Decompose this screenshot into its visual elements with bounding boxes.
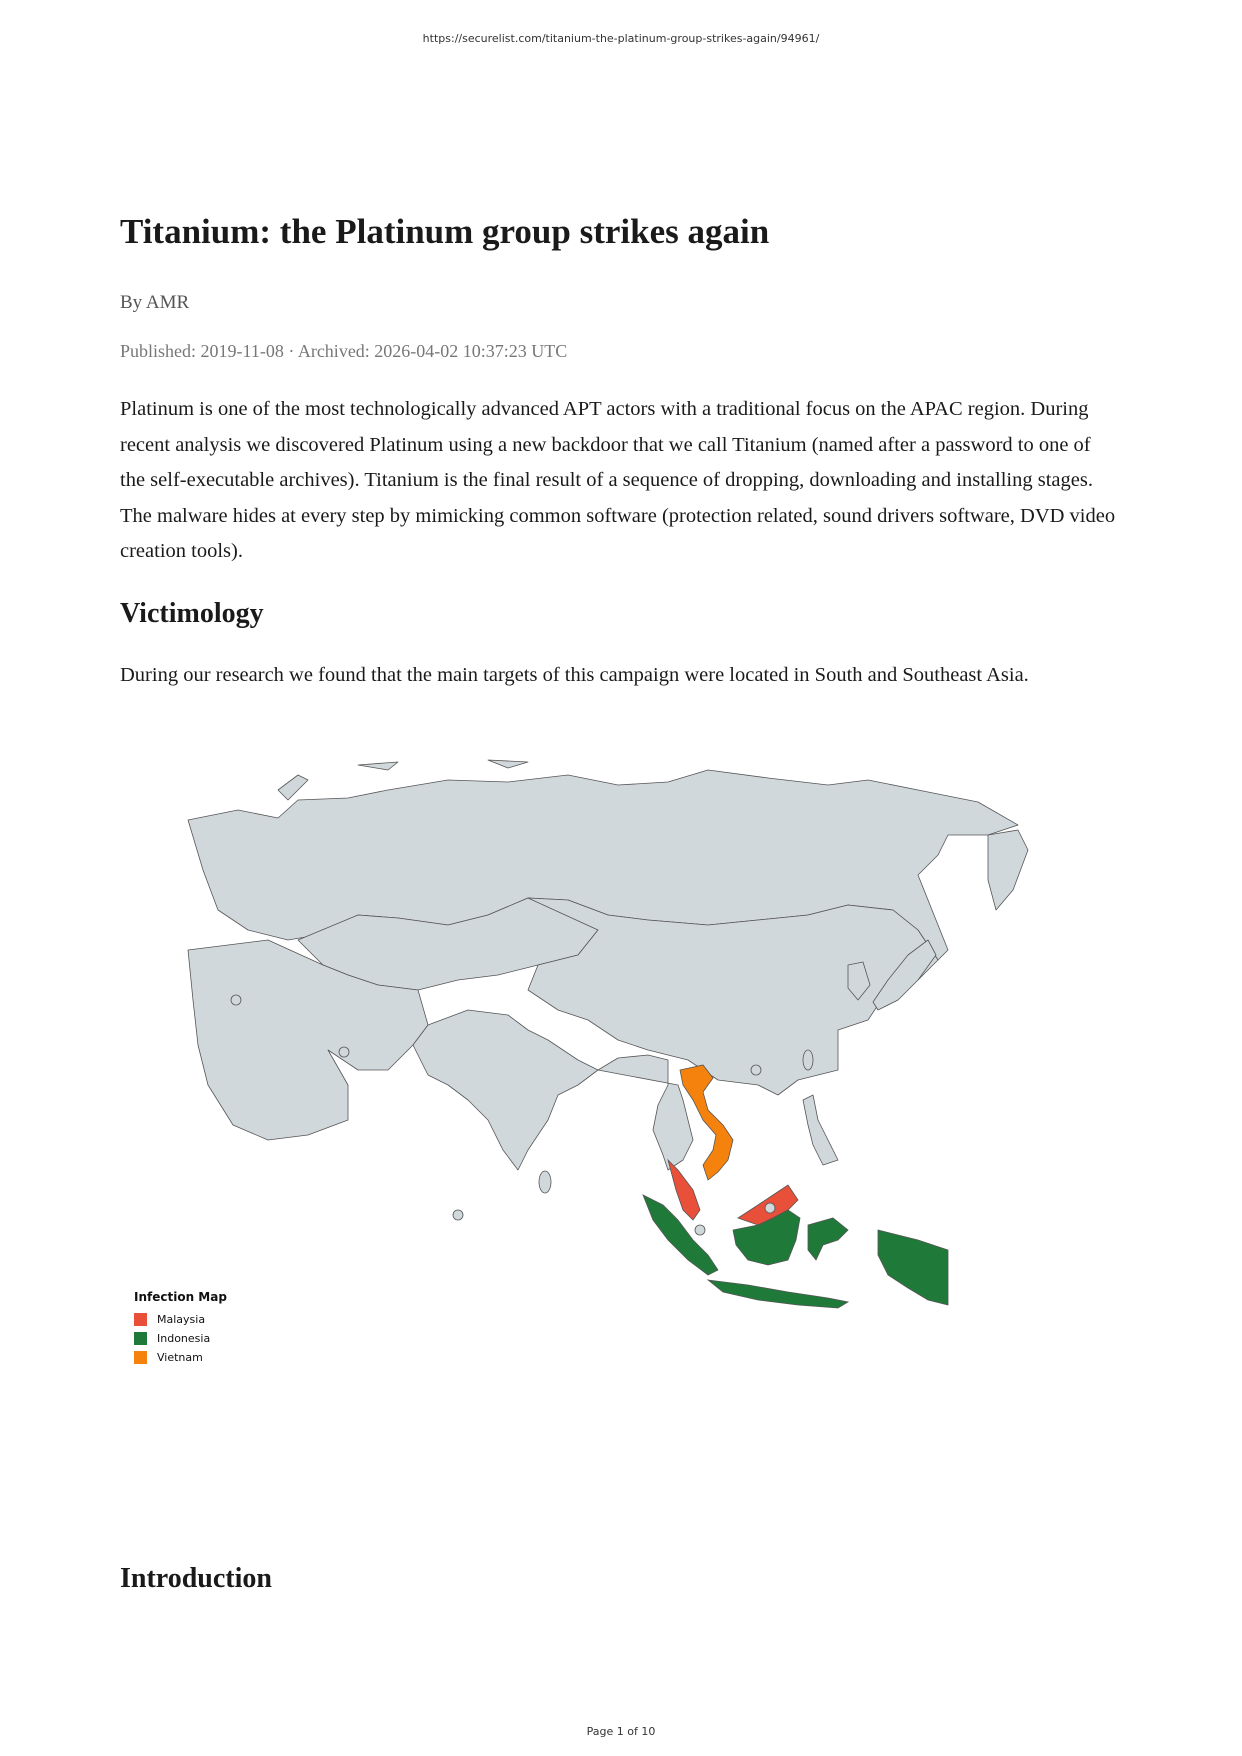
- introduction-heading: Introduction: [120, 1563, 272, 1594]
- legend-item-indonesia: [134, 1329, 227, 1348]
- taiwan: [803, 1050, 813, 1070]
- article-title: Titanium: the Platinum group strikes again: [120, 212, 770, 251]
- island-dot: [231, 995, 241, 1005]
- legend-item-vietnam: [134, 1348, 227, 1367]
- byline: By AMR: [120, 292, 190, 313]
- page-url: https://securelist.com/titanium-the-platinum-group-strikes-again/94961/: [422, 32, 820, 45]
- legend-swatch: [134, 1313, 147, 1326]
- island-dot: [453, 1210, 463, 1220]
- legend-item-malaysia: [134, 1310, 227, 1329]
- page-number: Page 1 of 10: [586, 1725, 656, 1738]
- victimology-text: During our research we found that the main targets of this campaign were located in South and Southeast Asia.: [120, 664, 1029, 686]
- singapore-dot: [695, 1225, 705, 1235]
- island-dot: [339, 1047, 349, 1057]
- island-dot: [751, 1065, 761, 1075]
- philippines-region: [803, 1095, 838, 1165]
- legend-label: Vietnam: [157, 1351, 203, 1364]
- legend-swatch: [134, 1332, 147, 1345]
- map-legend: [134, 1290, 227, 1367]
- brunei-dot: [765, 1203, 775, 1213]
- infection-map: [148, 740, 1098, 1500]
- legend-label: Indonesia: [157, 1332, 211, 1345]
- legend-title: Infection Map: [134, 1290, 227, 1304]
- victimology-heading: Victimology: [120, 598, 264, 629]
- sri-lanka: [539, 1171, 551, 1193]
- legend-swatch: [134, 1351, 147, 1364]
- kamchatka-region: [988, 830, 1028, 910]
- published-date: Published: 2019-11-08 · Archived: 2026-04-02 10:37:23 UTC: [120, 341, 568, 361]
- legend-label: Malaysia: [157, 1313, 206, 1326]
- intro-paragraph: Platinum is one of the most technologically advanced APT actors with a traditional focus on the APAC region. During recent analysis we discovered Platinum using a new backdoor that we call Titanium (named after a password to one of the self-executable archives). Titanium is the final result of a sequence of dropping, downloading and installing stages. The malware hides at every step by mimicking common software (protection related, sound drivers software, DVD video creation tools).: [120, 398, 1116, 562]
- india-region: [413, 1010, 598, 1170]
- indochina-region: [598, 1055, 693, 1170]
